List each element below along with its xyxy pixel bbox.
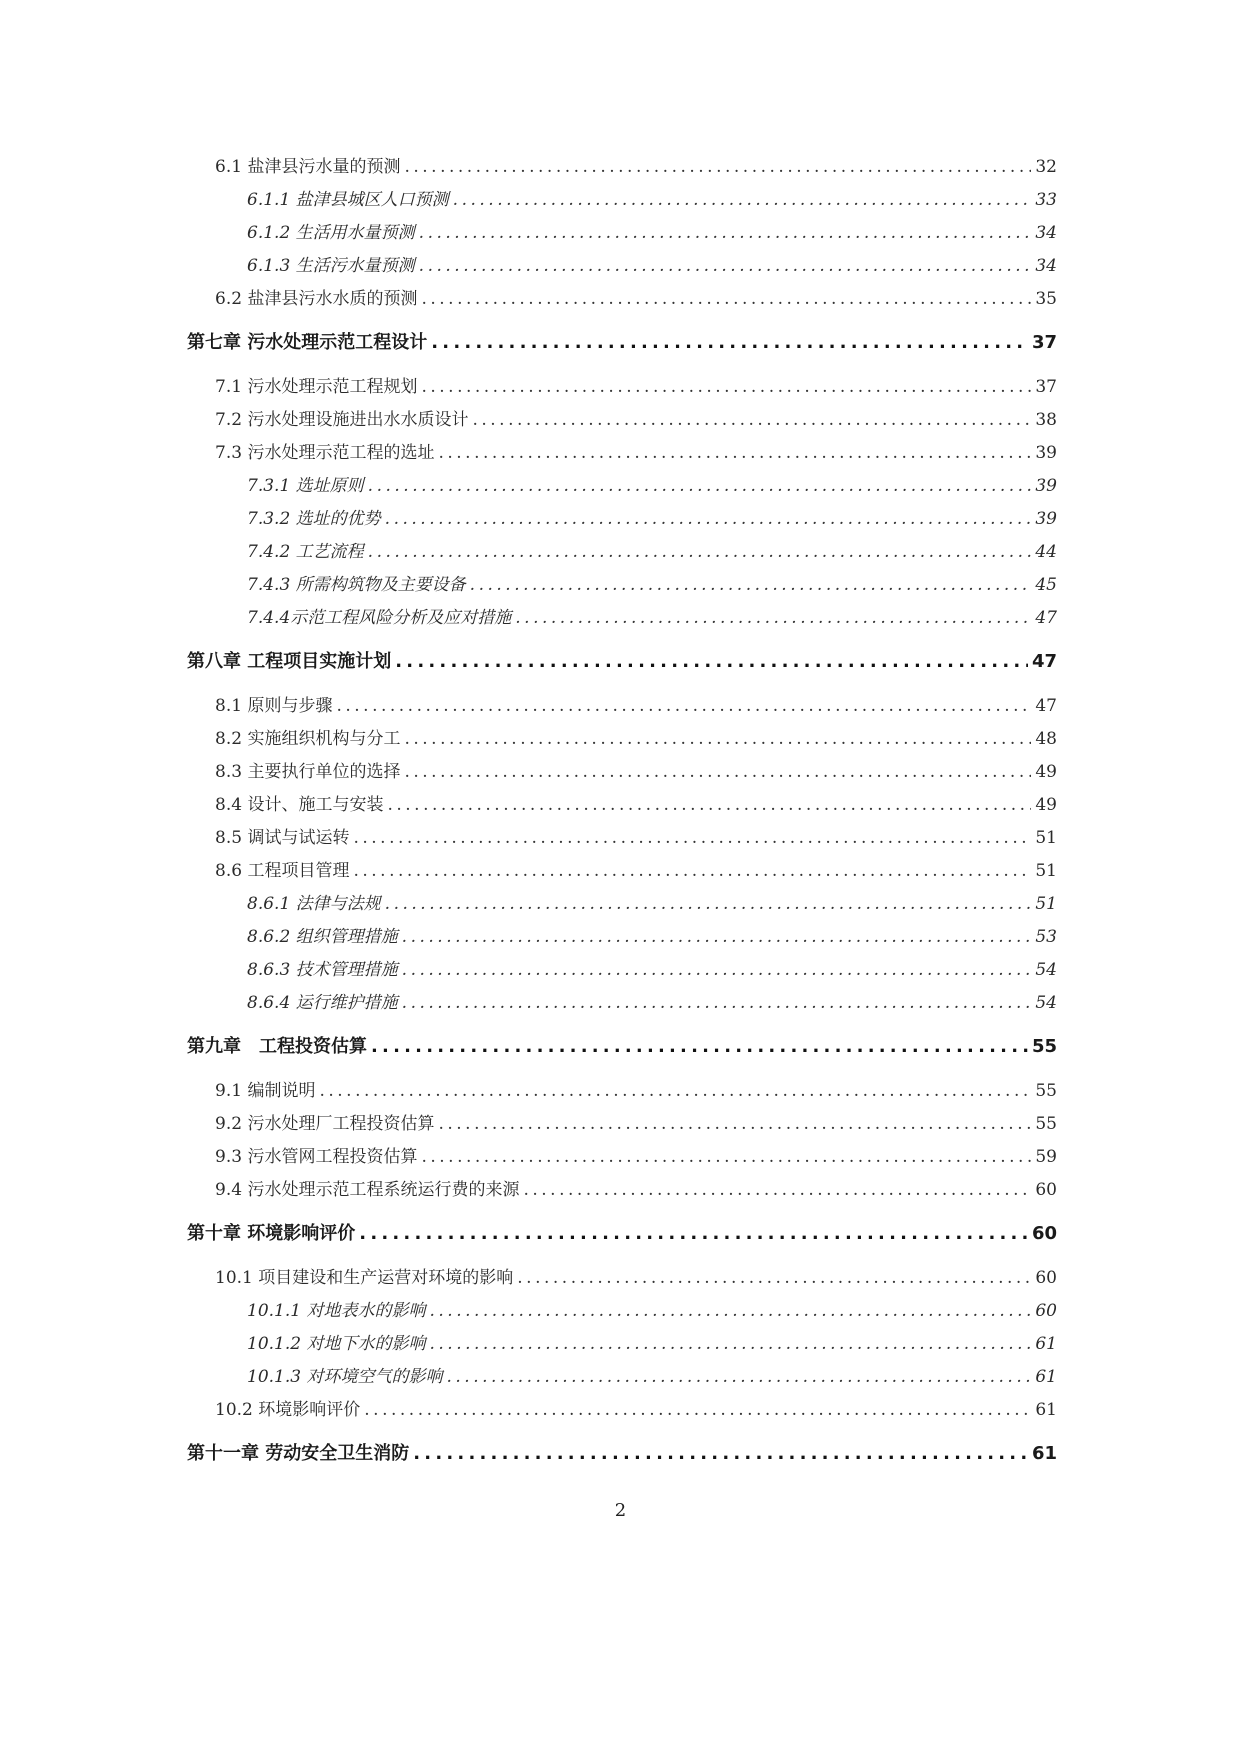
toc-entry-label: 10.2 环境影响评价 — [215, 1400, 361, 1420]
toc-entry-page-number: 60 — [1035, 1180, 1057, 1200]
toc-entry-page-number: 35 — [1035, 289, 1057, 309]
toc-entry-label: 6.1 盐津县污水量的预测 — [215, 157, 401, 177]
toc-entry-label: 7.4.2 工艺流程 — [247, 542, 364, 562]
toc-section-entry[interactable] — [187, 284, 1057, 317]
toc-entry-label: 8.1 原则与步骤 — [215, 696, 333, 716]
toc-entry-label: 10.1 项目建设和生产运营对环境的影响 — [215, 1268, 514, 1288]
toc-entry-label: 10.1.2 对地下水的影响 — [247, 1334, 426, 1354]
toc-entry-page-number: 54 — [1035, 960, 1057, 980]
toc-subsection-entry[interactable] — [187, 471, 1057, 504]
toc-subsection-entry[interactable] — [187, 537, 1057, 570]
toc-entry-page-number: 39 — [1035, 476, 1057, 496]
toc-subsection-entry[interactable] — [187, 988, 1057, 1021]
toc-entry-page-number: 32 — [1035, 157, 1057, 177]
toc-dot-leader — [515, 608, 1031, 628]
toc-section-entry[interactable] — [187, 372, 1057, 405]
toc-section-entry[interactable] — [187, 757, 1057, 790]
toc-dot-leader — [438, 443, 1031, 463]
toc-subsection-entry[interactable] — [187, 185, 1057, 218]
toc-dot-leader — [371, 1036, 1028, 1057]
toc-entry-page-number: 51 — [1035, 861, 1057, 881]
toc-dot-leader — [336, 696, 1031, 716]
toc-dot-leader — [431, 332, 1028, 353]
toc-entry-page-number: 60 — [1031, 1223, 1057, 1244]
toc-entry-page-number: 48 — [1035, 729, 1057, 749]
toc-entry-page-number: 61 — [1035, 1400, 1057, 1420]
toc-entry-page-number: 38 — [1035, 410, 1057, 430]
toc-subsection-entry[interactable] — [187, 251, 1057, 284]
toc-entry-page-number: 37 — [1031, 332, 1057, 353]
toc-dot-leader — [368, 476, 1032, 496]
toc-entry-label: 第八章 工程项目实施计划 — [187, 651, 392, 672]
toc-entry-page-number: 47 — [1035, 696, 1057, 716]
toc-entry-label: 8.4 设计、施工与安装 — [215, 795, 384, 815]
toc-section-entry[interactable] — [187, 790, 1057, 823]
toc-entry-page-number: 37 — [1035, 377, 1057, 397]
toc-section-entry[interactable] — [187, 405, 1057, 438]
toc-subsection-entry[interactable] — [187, 889, 1057, 922]
toc-entry-label: 7.3 污水处理示范工程的选址 — [215, 443, 435, 463]
toc-dot-leader — [359, 1223, 1028, 1244]
toc-entry-label: 8.6 工程项目管理 — [215, 861, 350, 881]
toc-dot-leader — [419, 223, 1032, 243]
toc-dot-leader — [523, 1180, 1031, 1200]
toc-section-entry[interactable] — [187, 1142, 1057, 1175]
toc-entry-page-number: 55 — [1035, 1081, 1057, 1101]
toc-entry-page-number: 55 — [1035, 1114, 1057, 1134]
toc-entry-label: 8.6.4 运行维护措施 — [247, 993, 398, 1013]
toc-chapter-entry[interactable] — [187, 1439, 1057, 1472]
toc-dot-leader — [438, 1114, 1031, 1134]
toc-entry-page-number: 51 — [1035, 828, 1057, 848]
toc-entry-page-number: 34 — [1035, 223, 1057, 243]
toc-entry-label: 7.3.2 选址的优势 — [247, 509, 381, 529]
toc-entry-page-number: 33 — [1035, 190, 1057, 210]
toc-dot-leader — [421, 289, 1031, 309]
toc-entry-label: 7.4.3 所需构筑物及主要设备 — [247, 575, 466, 595]
toc-subsection-entry[interactable] — [187, 603, 1057, 636]
toc-entry-label: 8.3 主要执行单位的选择 — [215, 762, 401, 782]
toc-entry-label: 第九章 工程投资估算 — [187, 1036, 367, 1057]
toc-section-entry[interactable] — [187, 823, 1057, 856]
toc-entry-label: 7.1 污水处理示范工程规划 — [215, 377, 418, 397]
toc-subsection-entry[interactable] — [187, 504, 1057, 537]
toc-entry-label: 8.6.2 组织管理措施 — [247, 927, 398, 947]
toc-dot-leader — [353, 828, 1031, 848]
toc-entry-page-number: 61 — [1035, 1334, 1057, 1354]
toc-entry-page-number: 45 — [1035, 575, 1057, 595]
toc-entry-page-number: 34 — [1035, 256, 1057, 276]
toc-chapter-entry[interactable] — [187, 647, 1057, 680]
toc-entry-page-number: 47 — [1031, 651, 1057, 672]
toc-chapter-entry[interactable] — [187, 1219, 1057, 1252]
toc-entry-page-number: 59 — [1035, 1147, 1057, 1167]
toc-section-entry[interactable] — [187, 1395, 1057, 1428]
toc-section-entry[interactable] — [187, 152, 1057, 185]
toc-subsection-entry[interactable] — [187, 955, 1057, 988]
toc-dot-leader — [421, 377, 1031, 397]
toc-entry-page-number: 53 — [1035, 927, 1057, 947]
toc-entry-page-number: 60 — [1035, 1268, 1057, 1288]
toc-section-entry[interactable] — [187, 856, 1057, 889]
toc-entry-label: 9.2 污水处理厂工程投资估算 — [215, 1114, 435, 1134]
toc-dot-leader — [385, 509, 1032, 529]
toc-entry-label: 9.1 编制说明 — [215, 1081, 316, 1101]
toc-entry-page-number: 49 — [1035, 795, 1057, 815]
toc-chapter-entry[interactable] — [187, 1032, 1057, 1065]
toc-entry-page-number: 51 — [1035, 894, 1057, 914]
toc-dot-leader — [472, 410, 1031, 430]
toc-entry-label: 8.6.3 技术管理措施 — [247, 960, 398, 980]
toc-entry-page-number: 61 — [1035, 1367, 1057, 1387]
toc-dot-leader — [404, 762, 1031, 782]
toc-dot-leader — [395, 651, 1028, 672]
toc-entry-label: 第十一章 劳动安全卫生消防 — [187, 1443, 410, 1464]
toc-entry-label: 10.1.3 对环境空气的影响 — [247, 1367, 443, 1387]
toc-entry-label: 7.2 污水处理设施进出水水质设计 — [215, 410, 469, 430]
toc-entry-label: 6.1.1 盐津县城区人口预测 — [247, 190, 449, 210]
toc-dot-leader — [353, 861, 1031, 881]
toc-entry-page-number: 47 — [1035, 608, 1057, 628]
toc-subsection-entry[interactable] — [187, 1296, 1057, 1329]
toc-dot-leader — [470, 575, 1032, 595]
toc-entry-label: 9.3 污水管网工程投资估算 — [215, 1147, 418, 1167]
toc-dot-leader — [404, 729, 1031, 749]
toc-entry-page-number: 54 — [1035, 993, 1057, 1013]
toc-dot-leader — [402, 993, 1032, 1013]
page-number: 2 — [614, 1500, 627, 1521]
toc-dot-leader — [385, 894, 1032, 914]
toc-dot-leader — [404, 157, 1031, 177]
toc-section-entry[interactable] — [187, 724, 1057, 757]
toc-dot-leader — [402, 960, 1032, 980]
toc-dot-leader — [517, 1268, 1031, 1288]
toc-entry-label: 第七章 污水处理示范工程设计 — [187, 332, 428, 353]
table-of-contents — [187, 152, 1057, 1483]
toc-dot-leader — [421, 1147, 1031, 1167]
toc-section-entry[interactable] — [187, 1263, 1057, 1296]
toc-entry-label: 7.4.4示范工程风险分析及应对措施 — [247, 608, 512, 628]
toc-entry-page-number: 39 — [1035, 509, 1057, 529]
toc-dot-leader — [413, 1443, 1028, 1464]
toc-section-entry[interactable] — [187, 1175, 1057, 1208]
toc-subsection-entry[interactable] — [187, 922, 1057, 955]
toc-entry-label: 8.2 实施组织机构与分工 — [215, 729, 401, 749]
toc-entry-label: 9.4 污水处理示范工程系统运行费的来源 — [215, 1180, 520, 1200]
toc-dot-leader — [368, 542, 1032, 562]
toc-entry-label: 8.5 调试与试运转 — [215, 828, 350, 848]
toc-subsection-entry[interactable] — [187, 1362, 1057, 1395]
toc-entry-label: 第十章 环境影响评价 — [187, 1223, 356, 1244]
toc-entry-label: 6.1.2 生活用水量预测 — [247, 223, 415, 243]
toc-section-entry[interactable] — [187, 691, 1057, 724]
toc-subsection-entry[interactable] — [187, 570, 1057, 603]
toc-entry-page-number: 60 — [1035, 1301, 1057, 1321]
toc-dot-leader — [446, 1367, 1031, 1387]
toc-section-entry[interactable] — [187, 1109, 1057, 1142]
toc-entry-page-number: 44 — [1035, 542, 1057, 562]
toc-entry-label: 6.2 盐津县污水水质的预测 — [215, 289, 418, 309]
toc-entry-page-number: 55 — [1031, 1036, 1057, 1057]
toc-entry-label: 6.1.3 生活污水量预测 — [247, 256, 415, 276]
toc-section-entry[interactable] — [187, 438, 1057, 471]
toc-subsection-entry[interactable] — [187, 1329, 1057, 1362]
toc-subsection-entry[interactable] — [187, 218, 1057, 251]
toc-dot-leader — [387, 795, 1031, 815]
toc-chapter-entry[interactable] — [187, 328, 1057, 361]
toc-entry-label: 8.6.1 法律与法规 — [247, 894, 381, 914]
toc-dot-leader — [364, 1400, 1031, 1420]
toc-section-entry[interactable] — [187, 1076, 1057, 1109]
toc-dot-leader — [429, 1334, 1031, 1354]
toc-entry-page-number: 61 — [1031, 1443, 1057, 1464]
toc-entry-page-number: 39 — [1035, 443, 1057, 463]
toc-dot-leader — [429, 1301, 1031, 1321]
toc-entry-label: 10.1.1 对地表水的影响 — [247, 1301, 426, 1321]
toc-dot-leader — [319, 1081, 1031, 1101]
toc-dot-leader — [402, 927, 1032, 947]
toc-entry-page-number: 49 — [1035, 762, 1057, 782]
toc-dot-leader — [453, 190, 1032, 210]
toc-entry-label: 7.3.1 选址原则 — [247, 476, 364, 496]
toc-dot-leader — [419, 256, 1032, 276]
